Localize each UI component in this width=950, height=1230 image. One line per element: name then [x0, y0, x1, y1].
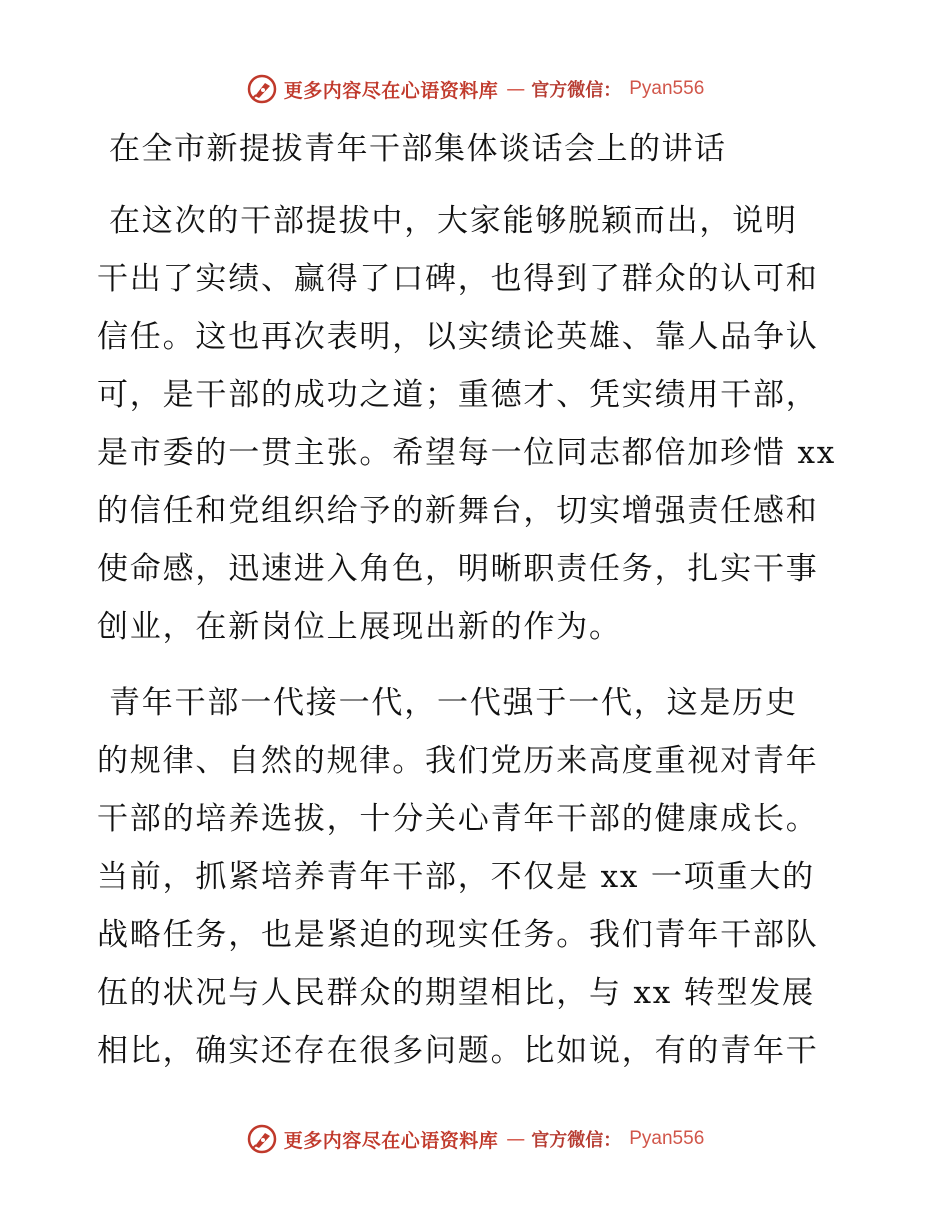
text-line: 的规律、自然的规律。我们党历来高度重视对青年	[97, 743, 819, 779]
pen-nib-logo-icon	[246, 1123, 278, 1155]
document-body	[97, 120, 857, 1080]
text-line: 相比，确实还存在很多问题。比如说，有的青年干	[97, 1033, 819, 1069]
document-title: 在全市新提拔青年干部集体谈话会上的讲话	[109, 131, 727, 167]
text-line: 创业，在新岗位上展现出新的作为。	[97, 609, 622, 645]
pen-nib-logo-icon	[246, 73, 278, 105]
text-line: 可，是干部的成功之道；重德才、凭实绩用干部，	[97, 377, 819, 413]
watermark-official-label: 官方微信：	[531, 80, 622, 101]
text-line: 伍的状况与人民群众的期望相比，与 xx 转型发展	[97, 975, 815, 1011]
text-line: 在这次的干部提拔中，大家能够脱颖而出，说明	[109, 203, 798, 239]
text-line: 的信任和党组织给予的新舞台，切实增强责任感和	[97, 493, 819, 529]
watermark-official-label: 官方微信：	[531, 1130, 622, 1151]
watermark-header	[0, 72, 950, 106]
watermark-wechat-id: Pyan556	[629, 1128, 705, 1149]
text-line: 干出了实绩、赢得了口碑，也得到了群众的认可和	[97, 261, 819, 297]
watermark-brand: 更多内容尽在心语资料库	[283, 1129, 499, 1152]
paragraph-1	[97, 192, 857, 656]
text-line: 使命感，迅速进入角色，明晰职责任务，扎实干事	[97, 551, 819, 587]
watermark-wechat-id: Pyan556	[629, 78, 705, 99]
text-line: 当前，抓紧培养青年干部，不仅是 xx 一项重大的	[97, 859, 815, 895]
text-line: 战略任务，也是紧迫的现实任务。我们青年干部队	[97, 917, 819, 953]
text-line: 信任。这也再次表明，以实绩论英雄、靠人品争认	[97, 319, 819, 355]
text-line: 青年干部一代接一代，一代强于一代，这是历史	[109, 685, 798, 721]
text-line: 干部的培养选拔，十分关心青年干部的健康成长。	[97, 801, 819, 837]
paragraph-2	[97, 674, 857, 1080]
watermark-brand: 更多内容尽在心语资料库	[283, 79, 499, 102]
text-line: 是市委的一贯主张。希望每一位同志都倍加珍惜 xx	[97, 435, 837, 471]
watermark-separator: —	[506, 1128, 526, 1150]
watermark-footer	[0, 1122, 950, 1156]
watermark-separator: —	[506, 78, 526, 100]
